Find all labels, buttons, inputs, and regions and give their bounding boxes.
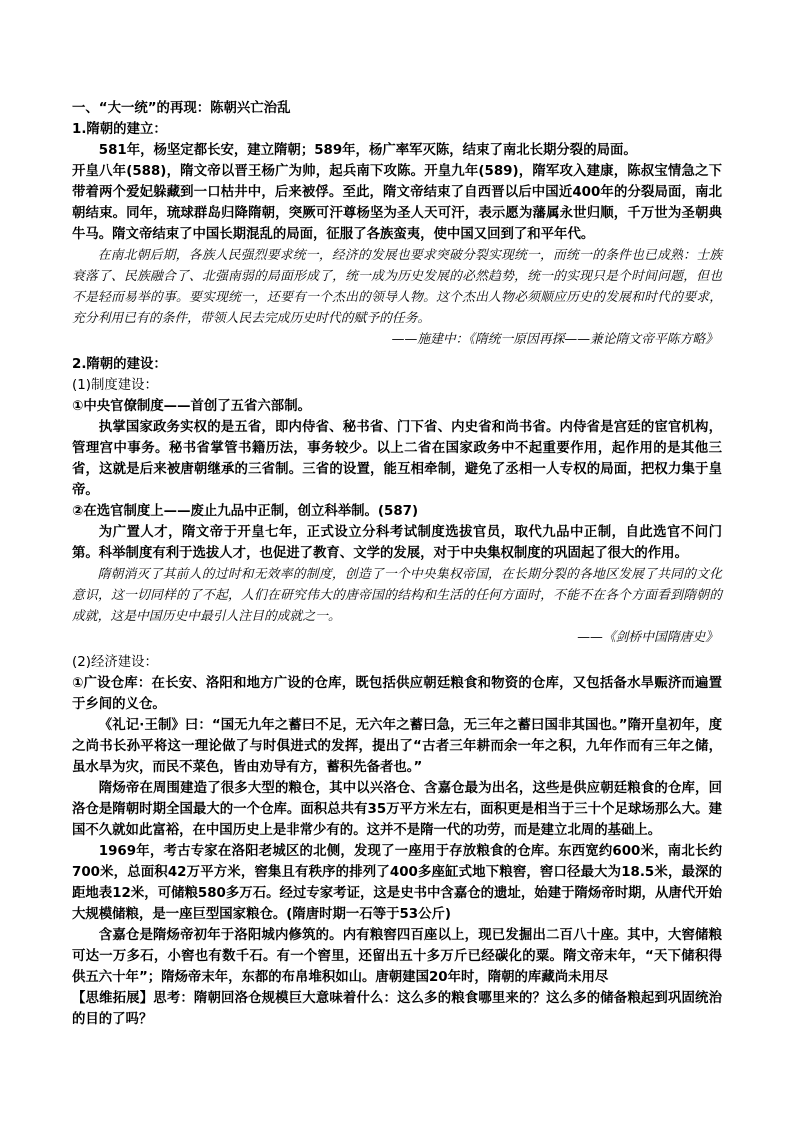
subheading-institution: (1)制度建设： — [72, 378, 158, 393]
founding-paragraph: 开皇八年(588)，隋文帝以晋王杨广为帅，起兵南下攻陈。开皇九年(589)，隋军攻入建康，陈叔宝情急之下带着两个爱妃躲藏到一口枯井中，后来被俘。至此，隋文帝结束了自西晋以后中国近400年的分裂局面，南北朝结束。同年，琉球群岛归降隋朝，突厥可汗尊杨坚为圣人天可汗，表示愿为藩属永世归顺，千万世为圣朝典牛马。隋文帝结束了中国长期混乱的局面，征服了各族蛮夷，使中国又回到了和平年代。 — [72, 164, 722, 242]
section-title: 一、“大一统”的再现：陈朝兴亡治乱 — [72, 101, 291, 116]
paragraph-liji: 《礼记·王制》曰：“国无九年之蓄曰不足，无六年之蓄曰急，无三年之蓄曰国非其国也。”隋开皇初年，度之尚书长孙平将这一理论做了与时俱进式的发挥，提出了“古者三年耕而余一年之积，九年作而有三年之储，虽水旱为灾，而民不菜色，皆由劝导有方，蓄积先备者也。” — [72, 718, 722, 775]
paragraph-five-provinces: 执掌国家政务实权的是五省，即内侍省、秘书省、门下省、内史省和尚书省。内侍省是宫廷的宦官机构，管理宫中事务。秘书省掌管书籍历法，事务较少。以上二省在国家政务中不起重要作用，起作用的是其他三省，这就是后来被唐朝继承的三省制。三省的设置，能互相牵制，避免了丞相一人专权的局面，把权力集于皇帝。 — [72, 420, 722, 498]
document-page — [72, 98, 722, 1030]
item-granaries: ①广设仓库：在长安、洛阳和地方广设的仓库，既包括供应朝廷粮食和物资的仓库，又包括备水旱赈济而遍置于乡间的义仓。 — [72, 676, 722, 712]
heading-founding: 1.隋朝的建立： — [72, 122, 167, 137]
heading-construction: 2.隋朝的建设： — [72, 357, 167, 372]
founding-quote: 在南北朝后期，各族人民强烈要求统一，经济的发展也要求突破分裂实现统一，而统一的条件也已成熟：士族衰落了、民族融合了、北强南弱的局面形成了，统一成为历史发展的必然趋势，统一的实现只是个时间问题，但也不是轻而易举的事。要实现统一，还要有一个杰出的领导人物。这个杰出人物必须顺应历史的发展和时代的要求，充分利用已有的条件，带领人民去完成历史时代的赋予的任务。 — [72, 248, 722, 326]
thinking-extension: 【思维拓展】思考：隋朝回洛仓规模巨大意味着什么：这么多的粮食哪里来的？这么多的储备粮起到巩固统治的目的了吗？ — [72, 991, 722, 1027]
item-central-system: ①中央官僚制度——首创了五省六部制。 — [72, 399, 311, 414]
paragraph-hanjia: 含嘉仓是隋炀帝初年于洛阳城内修筑的。内有粮窖四百座以上，现已发掘出二百八十座。其中，大窖储粮可达一万多石，小窖也有数千石。有一个窖里，还留出五十多万斤已经碳化的粟。隋文帝末年，“天下储积得供五六十年”；隋炀帝末年，东都的布帛堆积如山。唐朝建国20年时，隋朝的库藏尚未用尽 — [72, 928, 722, 985]
paragraph-keju: 为广置人才，隋文帝于开皇七年，正式设立分科考试制度选拔官员，取代九品中正制，自此选官不问门第。科举制度有利于选拔人才，也促进了教育、文学的发展，对于中央集权制度的巩固起了很大的作用。 — [72, 525, 722, 561]
paragraph-1969: 1969年，考古专家在洛阳老城区的北侧，发现了一座用于存放粮食的仓库。东西宽约600米，南北长约700米，总面积42万平方米，窖集且有秩序的排列了400多座缸式地下粮窖，窖口径最大为18.5米，最深的距地表12米，可储粮580多万石。经过专家考证，这是史书中含嘉仓的遗址，始建于隋炀帝时期，从唐代开始大规模储粮，是一座巨型国家粮仓。(隋唐时期一石等于53公斤) — [72, 844, 722, 922]
subheading-economy: (2)经济建设： — [72, 655, 158, 670]
paragraph-huiluo: 隋炀帝在周围建造了很多大型的粮仓，其中以兴洛仓、含嘉仓最为出名，这些是供应朝廷粮食的仓库，回洛仓是隋朝时期全国最大的一个仓库。面积总共有35万平方米左右，面积更是相当于三十个足球场那么大。建国不久就如此富裕，在中国历史上是非常少有的。这并不是隋一代的功劳，而是建立北周的基础上。 — [72, 781, 722, 838]
founding-quote-source: ——施建中：《隋统一原因再探——兼论隋文帝平陈方略》 — [391, 332, 718, 347]
cambridge-quote-source: ——《剑桥中国隋唐史》 — [577, 630, 718, 645]
cambridge-quote: 隋朝消灭了其前人的过时和无效率的制度，创造了一个中央集权帝国，在长期分裂的各地区发展了共同的文化意识，这一切同样的了不起，人们在研究伟大的唐帝国的结构和生活的任何方面时，不能不在各个方面看到隋朝的成就，这是中国历史中最引人注目的成就之一。 — [72, 567, 722, 624]
founding-summary: 581年，杨坚定都长安，建立隋朝；589年，杨广率军灭陈，结束了南北长期分裂的局面。 — [98, 143, 637, 158]
item-exam-system: ②在选官制度上——废止九品中正制，创立科举制。(587) — [72, 504, 419, 519]
